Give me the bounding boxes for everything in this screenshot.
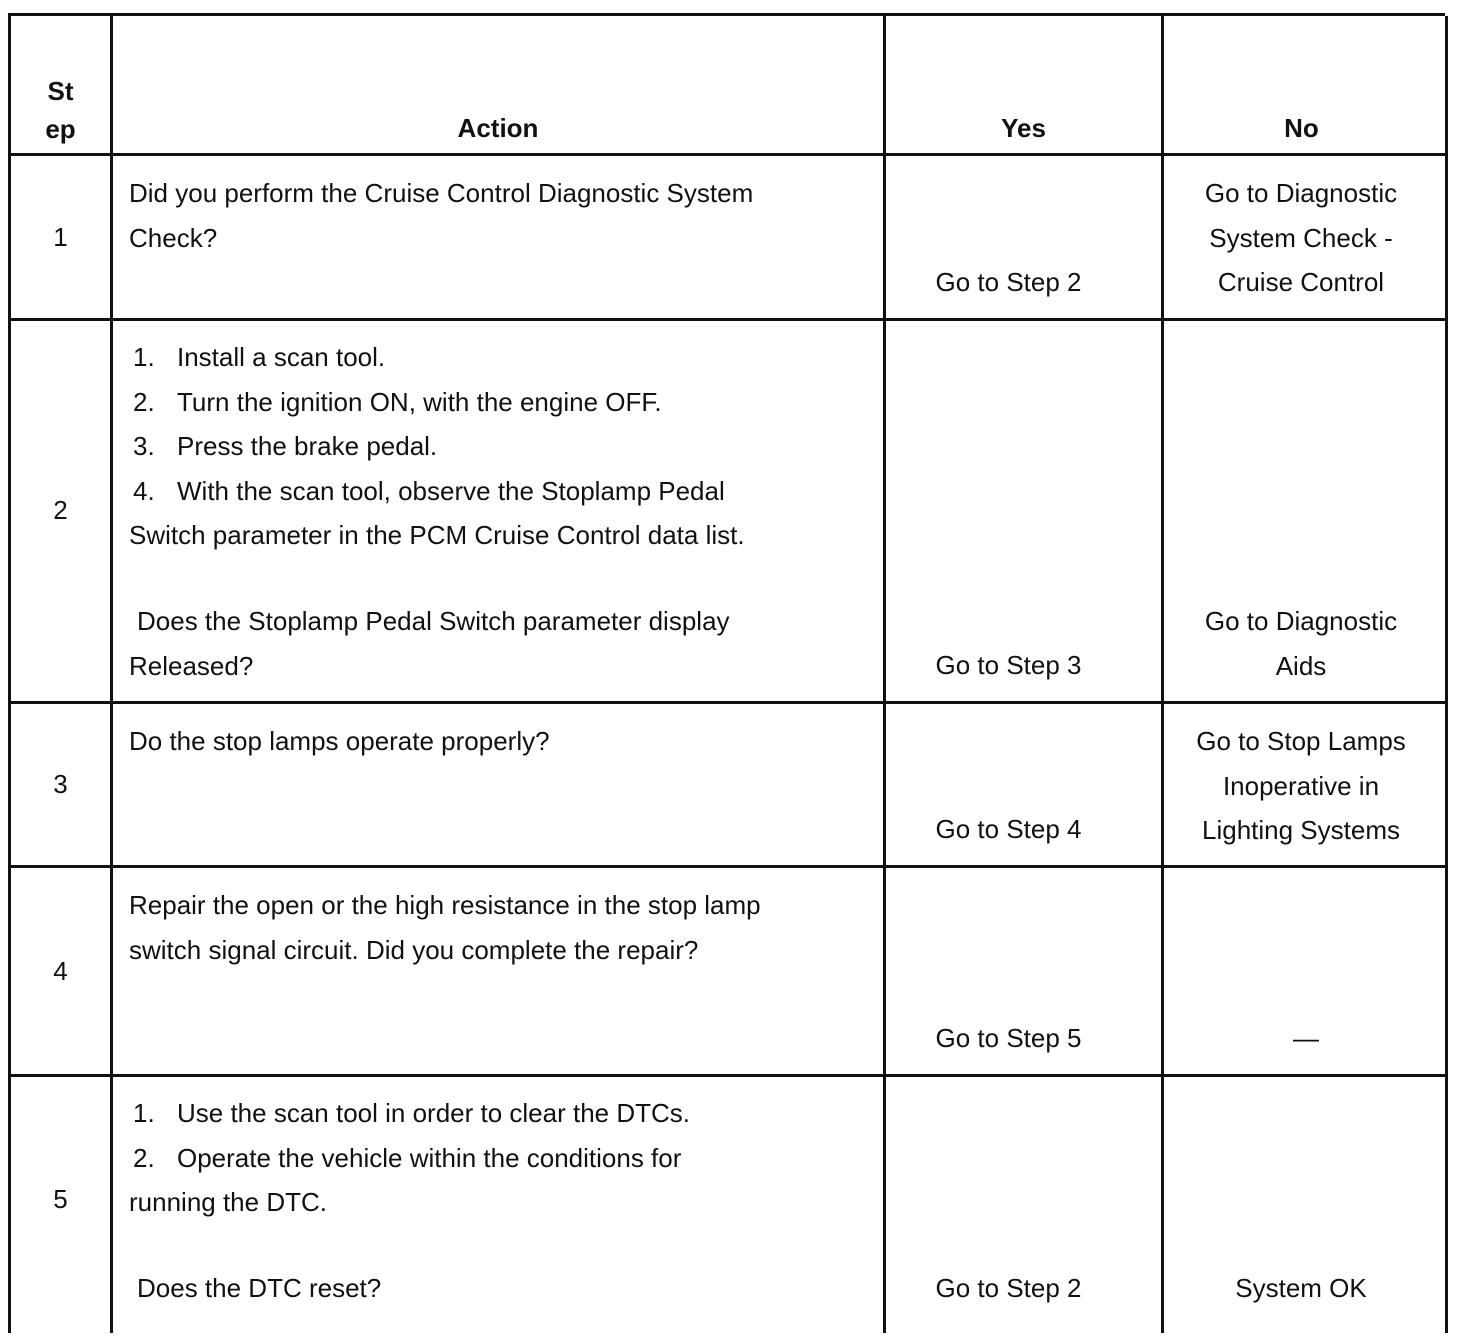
list-number: 4.: [133, 475, 155, 506]
action-text: [129, 171, 753, 260]
step-number: 5: [53, 1184, 68, 1214]
column-divider: [1161, 16, 1164, 1333]
step-number: 4: [53, 956, 68, 986]
list-text: Install a scan tool.: [177, 342, 386, 372]
list-text: Press the brake pedal.: [177, 431, 438, 461]
column-divider: [110, 16, 113, 1333]
no-line: Go to Diagnostic: [1204, 178, 1398, 208]
no-line: System Check -: [1209, 222, 1393, 253]
no-text: [1171, 719, 1431, 853]
question-line: Does the DTC reset?: [137, 1273, 382, 1303]
list-number: 3.: [133, 431, 155, 461]
row-divider: [11, 701, 1445, 704]
action-line: Do the stop lamps operate properly?: [129, 726, 550, 756]
no-text: System OK: [1235, 1273, 1367, 1303]
action-line: Did you perform the Cruise Control Diagnostic System: [129, 178, 754, 208]
list-number: 2.: [133, 386, 155, 417]
question-line: Released?: [129, 650, 254, 681]
list-text: Operate the vehicle within the conditions for: [177, 1142, 682, 1173]
list-number: 1.: [133, 342, 155, 372]
no-text: —: [1293, 1023, 1319, 1053]
step-number: 2: [53, 495, 68, 525]
action-line: switch signal circuit. Did you complete the repair?: [129, 934, 699, 965]
list-continuation: running the DTC.: [129, 1187, 327, 1217]
list-item: [129, 1136, 690, 1181]
row-divider: [11, 865, 1445, 868]
action-line: Check?: [129, 222, 218, 253]
list-item: [129, 1091, 690, 1136]
no-text: [1171, 171, 1431, 305]
row-divider: [11, 153, 1445, 156]
yes-text: Go to Step 3: [935, 650, 1082, 680]
no-line: Aids: [1275, 650, 1327, 681]
no-line: Lighting Systems: [1202, 815, 1400, 845]
no-text: [1171, 599, 1431, 688]
list-item: [129, 469, 745, 514]
yes-text: Go to Step 5: [935, 1023, 1082, 1053]
list-number: 1.: [133, 1098, 155, 1128]
header-action: Action: [457, 113, 539, 143]
diagnostic-table: [8, 13, 1445, 1333]
step-number: 1: [53, 222, 68, 252]
action-line: Repair the open or the high resistance in the stop lamp: [129, 890, 761, 920]
header-step-line: ep: [45, 114, 76, 144]
list-item: [129, 335, 745, 380]
yes-text: Go to Step 2: [935, 1273, 1082, 1303]
no-line: Go to Stop Lamps: [1196, 726, 1406, 756]
list-continuation: Switch parameter in the PCM Cruise Control data list.: [129, 520, 745, 550]
action-text: [129, 1091, 690, 1225]
list-item: [129, 424, 745, 469]
question-line: Does the Stoplamp Pedal Switch parameter display: [137, 606, 730, 636]
list-text: Use the scan tool in order to clear the DTCs.: [177, 1098, 691, 1128]
question-text: [129, 599, 730, 688]
header-step-line: St: [47, 76, 74, 106]
no-line: Inoperative in: [1222, 770, 1380, 801]
list-text: Turn the ignition ON, with the engine OFF.: [177, 386, 662, 417]
header-no: No: [1284, 113, 1319, 143]
action-text: [129, 883, 761, 972]
question-text: [129, 1266, 381, 1311]
yes-text: Go to Step 4: [935, 814, 1082, 844]
no-line: Cruise Control: [1217, 267, 1385, 297]
header-step: [11, 72, 110, 148]
row-divider: [11, 1074, 1445, 1077]
step-number: 3: [53, 769, 68, 799]
row-divider: [11, 318, 1445, 321]
header-yes: Yes: [1001, 113, 1046, 143]
no-line: Go to Diagnostic: [1204, 606, 1398, 636]
list-item: [129, 380, 745, 425]
action-text: [129, 719, 550, 764]
list-number: 2.: [133, 1142, 155, 1173]
list-text: With the scan tool, observe the Stoplamp Pedal: [177, 475, 725, 506]
yes-text: Go to Step 2: [935, 267, 1082, 297]
action-text: [129, 335, 745, 558]
table-right-border: [1445, 16, 1448, 1333]
